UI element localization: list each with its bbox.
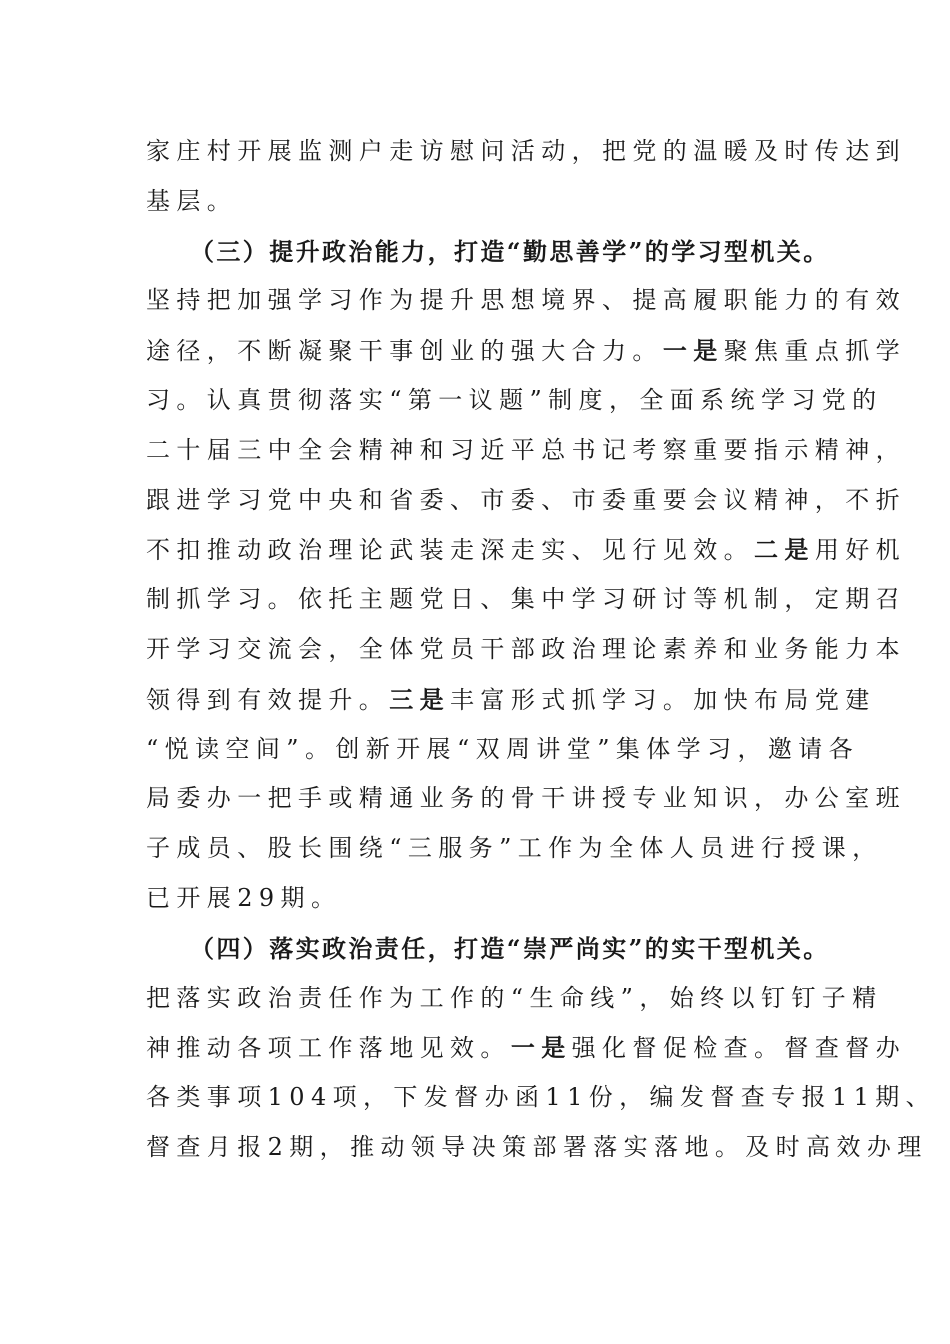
- body-line: 开学习交流会，全体党员干部政治理论素养和业务能力本: [146, 634, 906, 663]
- body-line: 习。认真贯彻落实“第一议题”制度，全面系统学习党的: [146, 385, 883, 414]
- body-line: 各类事项104项，下发督办函11份，编发督查专报11期、: [146, 1083, 937, 1112]
- document-page: [146, 127, 937, 1173]
- body-line: 基层。: [146, 186, 238, 215]
- emphasis-label: 二是: [754, 535, 815, 565]
- body-line: 督查月报2期，推动领导决策部署落实落地。及时高效办理: [146, 1132, 928, 1161]
- body-line: 二十届三中全会精神和习近平总书记考察重要指示精神，: [146, 435, 906, 464]
- body-line: 制抓学习。依托主题党日、集中学习研讨等机制，定期召: [146, 585, 906, 614]
- body-line: 领得到有效提升。三是丰富形式抓学习。加快布局党建: [146, 684, 876, 714]
- emphasis-label: 三是: [389, 684, 451, 714]
- section-heading-4: （四）落实政治责任，打造“崇严尚实”的实干型机关。: [190, 933, 830, 963]
- emphasis-label: 一是: [662, 336, 724, 366]
- body-line: 不扣推动政治理论武装走深走实、见行见效。二是用好机: [146, 535, 907, 565]
- body-line: 神推动各项工作落地见效。一是强化督促检查。督查督办: [146, 1033, 907, 1063]
- section-heading-3: （三）提升政治能力，打造“勤思善学”的学习型机关。: [190, 236, 830, 266]
- body-line: 局委办一把手或精通业务的骨干讲授专业知识，办公室班: [146, 784, 906, 813]
- body-line: 坚持把加强学习作为提升思想境界、提高履职能力的有效: [146, 286, 906, 315]
- body-line: 跟进学习党中央和省委、市委、市委重要会议精神，不折: [146, 485, 906, 514]
- body-line: 已开展29期。: [146, 883, 342, 912]
- body-line: 家庄村开展监测户走访慰问活动，把党的温暖及时传达到: [146, 137, 906, 165]
- body-line: 把落实政治责任作为工作的“生命线”，始终以钉钉子精: [146, 983, 883, 1012]
- body-line: 途径，不断凝聚干事创业的强大合力。一是聚焦重点抓学: [146, 336, 907, 366]
- body-line: 子成员、股长围绕“三服务”工作为全体人员进行授课，: [146, 834, 883, 863]
- emphasis-label: 一是: [510, 1033, 572, 1063]
- body-line: “悦读空间”。创新开展“双周讲堂”集体学习，邀请各: [146, 734, 860, 763]
